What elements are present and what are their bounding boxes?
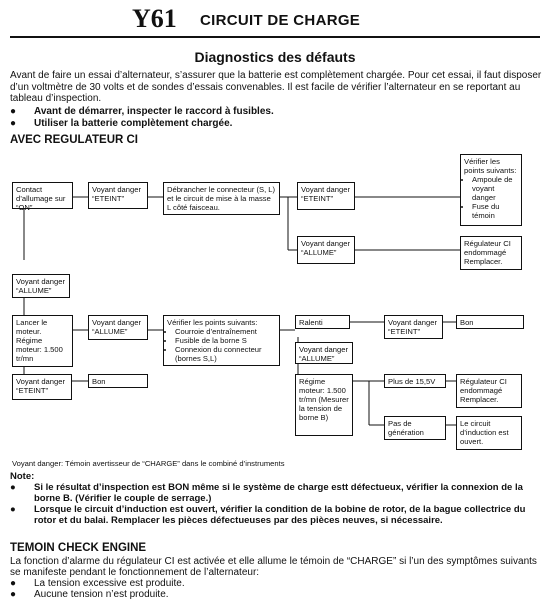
box-contact-on: Contact d’allumage sur “ON” <box>12 182 73 209</box>
section2-paragraph: La fonction d’alarme du régulateur CI est activée et elle allume le témoin de “CHARGE” si l’un des symptômes suivants se manifeste pendant le fonctionnement de l’alternateur: <box>10 556 537 578</box>
box-plus-15-5v: Plus de 15,5V <box>384 374 446 388</box>
bullet-item: ● Utiliser la batterie complètement chargée. <box>10 118 233 129</box>
box-voyant-allume-4: Voyant danger “ALLUME” <box>295 342 353 364</box>
box-voyant-eteint-2: Voyant danger “ETEINT” <box>297 182 355 210</box>
section2-bullet: ● Aucune tension n’est produite. <box>10 589 169 600</box>
box-verifier-points: Vérifier les points suivants: • Courroie d’entraînement • Fusible de la borne S • Connexion du connecteur (bornes S,L) <box>163 315 280 366</box>
note-item: ● Si le résultat d’inspection est BON même si le système de charge estt défectueux, vérifier la connexion de la borne B. (Vérifier le couple de serrage.) <box>10 482 523 504</box>
bullet-item: ● Avant de démarrer, inspecter le raccord à fusibles. <box>10 106 274 117</box>
points-list <box>167 327 276 363</box>
flowchart-legend: Voyant danger: Témoin avertisseur de “CHARGE” dans le combiné d’instruments <box>12 459 285 468</box>
box-voyant-eteint-4: Voyant danger “ETEINT” <box>12 374 72 400</box>
box-voyant-allume-2: Voyant danger “ALLUME” <box>297 236 355 264</box>
section2-title: TEMOIN CHECK ENGINE <box>10 542 147 554</box>
list-item: • Connexion du connecteur (bornes S,L) <box>175 345 276 363</box>
box-circuit-induction: Le circuit d’induction est ouvert. <box>456 416 522 450</box>
list-item: • Courroie d’entraînement <box>175 327 276 336</box>
box-voyant-allume-3: Voyant danger “ALLUME” <box>88 315 148 340</box>
page-code: Y61 <box>132 4 177 33</box>
notes-list <box>10 482 530 526</box>
box-voyant-allume-1: Voyant danger “ALLUME” <box>12 274 70 298</box>
box-bon-2: Bon <box>88 374 148 388</box>
list-item: • Ampoule de voyant danger <box>472 175 518 202</box>
box-lancer-moteur: Lancer le moteur. Régime moteur: 1.500 tr/mn <box>12 315 73 367</box>
intro-paragraph: Avant de faire un essai d’alternateur, s’assurer que la batterie est complètement chargée. Pour cet essai, il faut disposer d’un voltmètre de 30 volts et de sondes d’essais convenables. Il est facile de vérifier l’alternateur en se reportant au tableau d’inspection. <box>10 70 542 104</box>
box-verifier-temoin: Vérifier les points suivants: • Ampoule de voyant danger • Fuse du témoin <box>460 154 522 226</box>
box-regulateur-endommage-2: Régulateur CI endommagé Remplacer. <box>456 374 522 408</box>
box-debrancher-connecteur: Débrancher le connecteur (S, L) et le circuit de mise à la masse L côté faisceau. <box>163 182 280 215</box>
box-bon-1: Bon <box>456 315 524 329</box>
note-item: ● Lorsque le circuit d’induction est ouvert, vérifier la condition de la bobine de rotor, de la bague collectrice du rotor et du balai. Remplacer les pièces défectueuses par des pièces neuves, si nécessaire. <box>10 504 526 526</box>
page-subtitle: Diagnostics des défauts <box>194 49 356 65</box>
box-ralenti: Ralenti <box>295 315 350 329</box>
box-voyant-eteint-3: Voyant danger “ETEINT” <box>384 315 443 339</box>
box-pas-de-generation: Pas de génération <box>384 416 446 440</box>
note-label: Note: <box>10 471 35 482</box>
box-regime-moteur: Régime moteur: 1.500 tr/mn (Mesurer la tension de borne B) <box>295 374 353 436</box>
section-title: AVEC REGULATEUR CI <box>10 134 138 146</box>
box-regulateur-endommage-1: Régulateur CI endommagé Remplacer. <box>460 236 522 270</box>
section2-bullet: ● La tension excessive est produite. <box>10 578 185 589</box>
box-voyant-eteint-1: Voyant danger “ETEINT” <box>88 182 148 209</box>
verifier-list <box>464 175 518 220</box>
list-item: • Fuse du témoin <box>472 202 518 220</box>
list-item: • Fusible de la borne S <box>175 336 276 345</box>
page-header-title: CIRCUIT DE CHARGE <box>200 12 361 29</box>
